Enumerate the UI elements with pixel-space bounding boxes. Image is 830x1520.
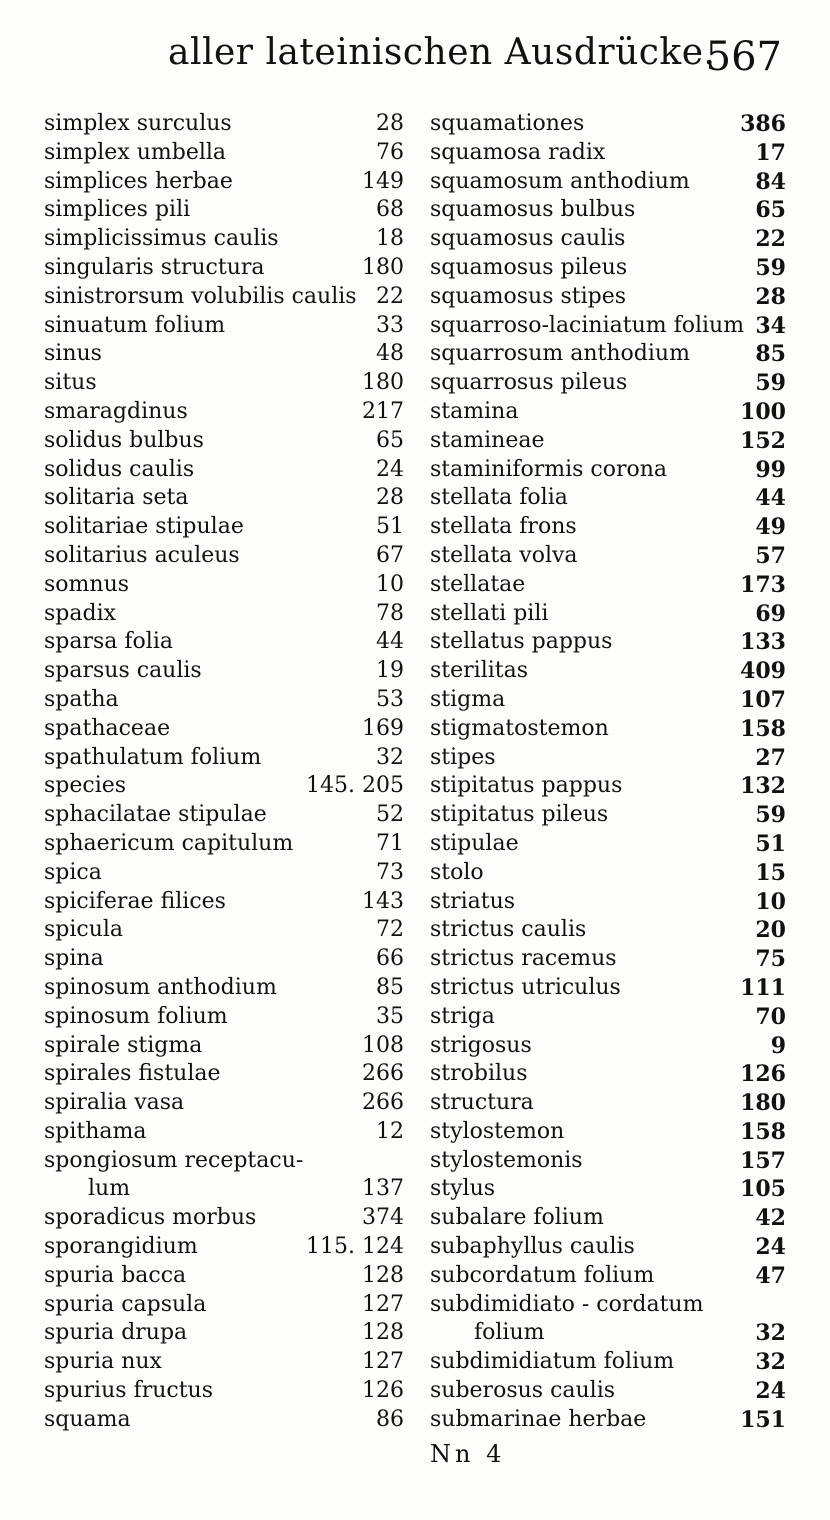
entry-page-reference: 132 (740, 773, 786, 800)
entry-term: stellata frons (430, 514, 577, 540)
entry-page-reference: 128 (362, 1262, 404, 1288)
entry-page-reference: 151 (740, 1406, 786, 1433)
entry-term: solitaria seta (44, 485, 189, 511)
entry-page-reference: 42 (755, 1205, 786, 1232)
index-entry (44, 1406, 404, 1435)
index-entry (430, 340, 786, 369)
entry-term: squarrosum anthodium (430, 341, 690, 367)
index-entry (44, 744, 404, 773)
entry-term: squamosa radix (430, 139, 606, 165)
entry-page-reference: 19 (376, 658, 404, 684)
entry-term: sinistrorsum volubilis caulis (44, 283, 357, 309)
entry-page-reference: 28 (376, 485, 404, 511)
index-entry (44, 542, 404, 571)
entry-term: spathulatum folium (44, 744, 262, 770)
index-entry (430, 715, 786, 744)
index-entry (44, 772, 404, 801)
entry-page-reference: 126 (740, 1061, 786, 1088)
entry-term: solitarius aculeus (44, 542, 240, 568)
entry-term: strigosus (430, 1032, 532, 1058)
entry-page-reference: 108 (362, 1032, 404, 1058)
entry-page-reference: 127 (362, 1291, 404, 1317)
entry-term: squamosus pileus (430, 254, 628, 280)
entry-term: squarroso-laciniatum folium (430, 312, 745, 338)
index-entry (44, 369, 404, 398)
index-entry (44, 1204, 404, 1233)
entry-term: situs (44, 370, 97, 396)
index-entry (430, 830, 786, 859)
index-entry (430, 312, 786, 341)
entry-page-reference: 59 (755, 254, 786, 281)
entry-term: squama (44, 1406, 131, 1432)
index-entry (430, 398, 786, 427)
index-entry (430, 456, 786, 485)
entry-term: solidus caulis (44, 456, 195, 482)
entry-term: sphacilatae stipulae (44, 802, 267, 828)
entry-term: spica (44, 859, 102, 885)
entry-page-reference: 32 (755, 1349, 786, 1376)
entry-page-reference: 15 (755, 859, 786, 886)
entry-term: squarrosus pileus (430, 370, 628, 396)
index-entry (430, 110, 786, 139)
entry-page-reference: 86 (376, 1406, 404, 1432)
index-entry (44, 916, 404, 945)
entry-page-reference: 35 (376, 1003, 404, 1029)
index-entry (430, 1291, 786, 1320)
index-entry (44, 859, 404, 888)
index-entry (430, 744, 786, 773)
index-entry (44, 1319, 404, 1348)
index-entry (44, 888, 404, 917)
index-column-right (430, 110, 786, 1435)
entry-term: folium (474, 1320, 545, 1346)
entry-term: subdimidiatum folium (430, 1349, 675, 1375)
entry-page-reference: 51 (376, 514, 404, 540)
entry-term: sphaericum capitulum (44, 830, 294, 856)
entry-page-reference: 49 (755, 514, 786, 541)
entry-page-reference: 53 (376, 686, 404, 712)
entry-term: stamineae (430, 427, 545, 453)
entry-term: spuria bacca (44, 1262, 187, 1288)
index-entry (44, 974, 404, 1003)
index-entry (44, 340, 404, 369)
entry-term: lum (88, 1176, 131, 1202)
index-entry (430, 1204, 786, 1233)
entry-term: solitariae stipulae (44, 514, 244, 540)
index-entry (44, 398, 404, 427)
entry-page-reference: 158 (740, 715, 786, 742)
page-header (0, 28, 830, 88)
entry-page-reference: 59 (755, 370, 786, 397)
entry-term: sinuatum folium (44, 312, 226, 338)
signature-mark: Nn 4 (430, 1440, 506, 1468)
entry-page-reference: 22 (755, 226, 786, 253)
index-entry (44, 168, 404, 197)
entry-page-reference: 158 (740, 1118, 786, 1145)
index-entry (430, 571, 786, 600)
index-entry (44, 600, 404, 629)
entry-page-reference: 126 (362, 1378, 404, 1404)
index-entry (430, 225, 786, 254)
entry-page-reference: 12 (376, 1118, 404, 1144)
index-entry (430, 974, 786, 1003)
entry-term: striga (430, 1003, 495, 1029)
index-entry (44, 571, 404, 600)
entry-page-reference: 386 (740, 111, 786, 137)
entry-page-reference: 52 (376, 802, 404, 828)
index-entry (430, 686, 786, 715)
index-entry (44, 628, 404, 657)
entry-page-reference: 22 (376, 283, 404, 309)
entry-page-reference: 78 (376, 600, 404, 626)
entry-page-reference: 51 (755, 830, 786, 857)
entry-term: stamina (430, 398, 519, 424)
entry-term: strictus utriculus (430, 974, 621, 1000)
entry-term: strictus racemus (430, 946, 617, 972)
page-number: 567 (705, 34, 782, 80)
entry-page-reference: 27 (755, 744, 786, 771)
index-entry (430, 1377, 786, 1406)
index-entry (44, 1262, 404, 1291)
index-entry (430, 484, 786, 513)
index-entry (44, 1032, 404, 1061)
entry-page-reference: 33 (376, 312, 404, 338)
index-entry (430, 600, 786, 629)
entry-term: simplicissimus caulis (44, 226, 279, 252)
entry-term: sparsa folia (44, 629, 173, 655)
entry-term: spatha (44, 686, 119, 712)
index-entry (430, 1032, 786, 1061)
entry-page-reference: 180 (740, 1090, 786, 1117)
index-entry (44, 657, 404, 686)
entry-page-reference: 128 (362, 1320, 404, 1346)
entry-term: stylus (430, 1176, 496, 1202)
entry-page-reference: 59 (755, 802, 786, 829)
index-entry (44, 225, 404, 254)
index-entry (44, 1233, 404, 1262)
entry-term: stylostemon (430, 1118, 565, 1144)
index-entry (430, 513, 786, 542)
index-entry (430, 1089, 786, 1118)
entry-page-reference: 24 (755, 1378, 786, 1405)
entry-page-reference: 173 (740, 571, 786, 598)
entry-term: sporadicus morbus (44, 1205, 257, 1231)
entry-term: spirale stigma (44, 1032, 203, 1058)
index-entry (430, 1262, 786, 1291)
entry-page-reference: 44 (755, 485, 786, 512)
entry-term: suberosus caulis (430, 1378, 616, 1404)
index-entry (430, 916, 786, 945)
entry-term: spadix (44, 600, 117, 626)
entry-term: simplices pili (44, 197, 191, 223)
entry-page-reference: 28 (376, 111, 404, 136)
index-entry (44, 283, 404, 312)
index-entry (430, 1175, 786, 1204)
entry-page-reference: 111 (740, 974, 786, 1001)
index-entry (430, 1319, 786, 1348)
entry-page-reference: 47 (755, 1262, 786, 1289)
index-entry (44, 139, 404, 168)
index-entry (44, 1348, 404, 1377)
entry-page-reference: 32 (376, 744, 404, 770)
entry-term: squamosus bulbus (430, 197, 636, 223)
index-entry (44, 312, 404, 341)
index-entry (430, 1406, 786, 1435)
entry-term: stipitatus pileus (430, 802, 609, 828)
entry-page-reference: 10 (755, 888, 786, 915)
entry-term: stellata volva (430, 542, 578, 568)
index-entry (430, 254, 786, 283)
entry-term: stipes (430, 744, 496, 770)
index-entry (430, 168, 786, 197)
index-column-left (44, 110, 404, 1435)
entry-page-reference: 9 (770, 1032, 786, 1059)
entry-page-reference: 266 (362, 1061, 404, 1087)
index-entry (44, 110, 404, 139)
entry-term: stigma (430, 686, 506, 712)
entry-page-reference: 68 (376, 197, 404, 223)
entry-page-reference: 85 (755, 341, 786, 368)
index-entry (44, 1003, 404, 1032)
entry-page-reference: 149 (362, 168, 404, 194)
index-entry (430, 945, 786, 974)
entry-page-reference: 72 (376, 917, 404, 943)
index-entry (430, 283, 786, 312)
index-entry (44, 254, 404, 283)
entry-page-reference: 137 (362, 1176, 404, 1202)
index-entry (430, 657, 786, 686)
entry-term: spinosum anthodium (44, 974, 277, 1000)
entry-page-reference: 28 (755, 283, 786, 310)
index-entry (44, 1291, 404, 1320)
index-entry (44, 1147, 404, 1176)
index-entry (430, 1147, 786, 1176)
entry-term: sinus (44, 341, 102, 367)
entry-term: strictus caulis (430, 917, 587, 943)
index-entry (430, 427, 786, 456)
index-entry (44, 945, 404, 974)
index-entry (430, 859, 786, 888)
index-entry (44, 1118, 404, 1147)
entry-term: squamationes (430, 111, 585, 136)
index-entry (430, 888, 786, 917)
entry-term: somnus (44, 571, 130, 597)
entry-page-reference: 152 (740, 427, 786, 454)
entry-term: simplex surculus (44, 111, 232, 136)
entry-term: strobilus (430, 1061, 528, 1087)
entry-page-reference: 169 (362, 715, 404, 741)
entry-page-reference: 71 (376, 830, 404, 856)
entry-term: sterilitas (430, 658, 529, 684)
entry-term: spiciferae filices (44, 888, 226, 914)
index-entry (44, 484, 404, 513)
index-entry (44, 686, 404, 715)
entry-term: species (44, 773, 127, 799)
entry-page-reference: 24 (755, 1234, 786, 1261)
entry-page-reference: 143 (362, 888, 404, 914)
index-entry (44, 513, 404, 542)
entry-term: stellata folia (430, 485, 568, 511)
entry-page-reference: 69 (755, 600, 786, 627)
entry-page-reference: 105 (740, 1176, 786, 1203)
entry-term: subaphyllus caulis (430, 1234, 635, 1260)
index-entry (44, 801, 404, 830)
entry-page-reference: 157 (740, 1147, 786, 1174)
index-entry (44, 1089, 404, 1118)
index-entry (44, 456, 404, 485)
index-entry (430, 1118, 786, 1147)
entry-page-reference: 73 (376, 859, 404, 885)
entry-page-reference: 374 (362, 1205, 404, 1231)
entry-page-reference: 32 (755, 1320, 786, 1347)
entry-term: smaragdinus (44, 398, 188, 424)
index-entry (430, 628, 786, 657)
index-entry (430, 542, 786, 571)
entry-term: squamosum anthodium (430, 168, 690, 194)
entry-page-reference: 99 (755, 456, 786, 483)
entry-page-reference: 217 (362, 398, 404, 424)
entry-term: spirales fistulae (44, 1061, 221, 1087)
entry-page-reference: 10 (376, 571, 404, 597)
entry-page-reference: 107 (740, 686, 786, 713)
entry-page-reference: 76 (376, 139, 404, 165)
entry-page-reference: 44 (376, 629, 404, 655)
index-entry (430, 1348, 786, 1377)
entry-term: spiralia vasa (44, 1090, 185, 1116)
entry-term: spurius fructus (44, 1378, 213, 1404)
entry-term: singularis structura (44, 254, 265, 280)
entry-term: simplices herbae (44, 168, 233, 194)
entry-page-reference: 115. 124 (306, 1234, 404, 1260)
entry-page-reference: 17 (755, 139, 786, 166)
entry-page-reference: 75 (755, 946, 786, 973)
entry-term: structura (430, 1090, 534, 1116)
entry-page-reference: 85 (376, 974, 404, 1000)
index-entry (44, 1060, 404, 1089)
index-entry (430, 1060, 786, 1089)
entry-term: subalare folium (430, 1205, 604, 1231)
entry-page-reference: 18 (376, 226, 404, 252)
entry-term: staminiformis corona (430, 456, 668, 482)
entry-page-reference: 57 (755, 542, 786, 569)
entry-term: squamosus stipes (430, 283, 627, 309)
index-entry (430, 196, 786, 225)
entry-page-reference: 65 (755, 197, 786, 224)
entry-term: solidus bulbus (44, 427, 204, 453)
entry-term: sparsus caulis (44, 658, 202, 684)
entry-page-reference: 100 (740, 398, 786, 425)
entry-term: stellatae (430, 571, 526, 597)
index-entry (430, 369, 786, 398)
entry-page-reference: 34 (755, 312, 786, 339)
entry-term: spuria capsula (44, 1291, 207, 1317)
index-entry (44, 196, 404, 225)
entry-term: spuria drupa (44, 1320, 188, 1346)
running-title: aller lateinischen Ausdrücke. (168, 32, 716, 73)
entry-term: spinosum folium (44, 1003, 228, 1029)
entry-term: spithama (44, 1118, 147, 1144)
entry-term: spongiosum receptacu- (44, 1147, 304, 1173)
entry-term: spicula (44, 917, 124, 943)
entry-term: spina (44, 946, 104, 972)
entry-page-reference: 180 (362, 370, 404, 396)
entry-page-reference: 127 (362, 1349, 404, 1375)
entry-term: stellati pili (430, 600, 549, 626)
index-entry (44, 715, 404, 744)
entry-term: spathaceae (44, 715, 171, 741)
entry-page-reference: 24 (376, 456, 404, 482)
entry-term: sporangidium (44, 1234, 198, 1260)
entry-page-reference: 266 (362, 1090, 404, 1116)
index-entry (430, 1003, 786, 1032)
index-entry (44, 830, 404, 859)
index-entry (430, 1233, 786, 1262)
entry-page-reference: 66 (376, 946, 404, 972)
entry-term: subdimidiato - cordatum (430, 1291, 704, 1317)
entry-term: stipulae (430, 830, 519, 856)
index-entry (44, 1175, 404, 1204)
entry-term: subcordatum folium (430, 1262, 655, 1288)
entry-page-reference: 133 (740, 629, 786, 656)
entry-term: stolo (430, 859, 484, 885)
entry-term: stellatus pappus (430, 629, 613, 655)
entry-page-reference: 180 (362, 254, 404, 280)
index-entry (430, 139, 786, 168)
entry-term: submarinae herbae (430, 1406, 647, 1432)
entry-page-reference: 409 (740, 658, 786, 685)
entry-page-reference: 65 (376, 427, 404, 453)
entry-page-reference: 70 (755, 1003, 786, 1030)
index-entry (44, 1377, 404, 1406)
index-entry (430, 801, 786, 830)
index-entry (44, 427, 404, 456)
entry-term: striatus (430, 888, 516, 914)
index-entry (430, 772, 786, 801)
entry-page-reference: 84 (755, 168, 786, 195)
entry-term: stipitatus pappus (430, 773, 623, 799)
entry-page-reference: 48 (376, 341, 404, 367)
entry-page-reference: 145. 205 (306, 773, 404, 799)
entry-page-reference: 20 (755, 917, 786, 944)
entry-term: spuria nux (44, 1349, 162, 1375)
entry-term: squamosus caulis (430, 226, 626, 252)
entry-term: simplex umbella (44, 139, 227, 165)
entry-term: stylostemonis (430, 1147, 583, 1173)
entry-term: stigmatostemon (430, 715, 609, 741)
entry-page-reference: 67 (376, 542, 404, 568)
